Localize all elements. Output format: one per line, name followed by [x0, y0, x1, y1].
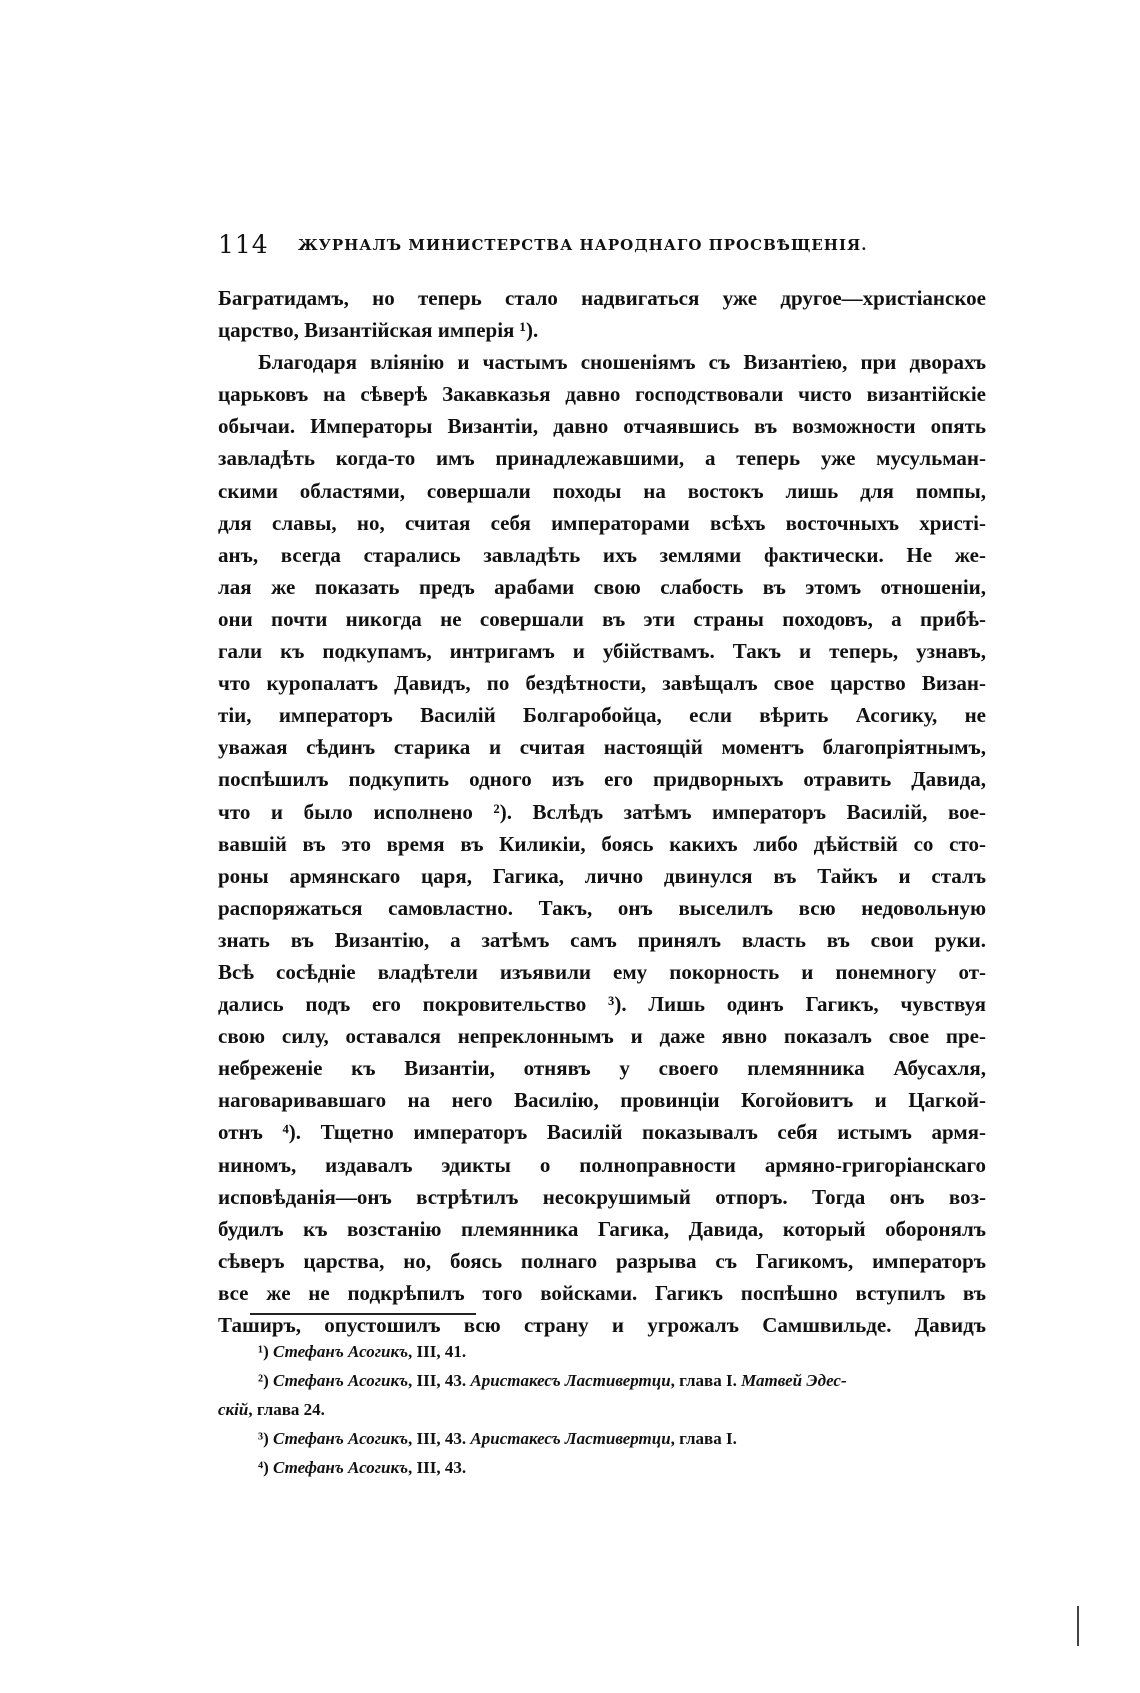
text-line: тіи, императоръ Василій Болгаробойца, если вѣрить Асогику, не — [218, 703, 986, 728]
footnote-author: Стефанъ Асогикъ — [273, 1371, 409, 1390]
footnote-author: Стефанъ Асогикъ — [273, 1458, 409, 1477]
text-line: обычаи. Императоры Византіи, давно отчаявшись въ возможности опять — [218, 414, 986, 439]
footnote-ref: , глава I. — [670, 1371, 742, 1390]
text-line: все же не подкрѣпилъ того войсками. Гагикъ поспѣшно вступилъ въ — [218, 1280, 986, 1305]
footnote-ref: , глава 24. — [248, 1400, 325, 1419]
text-line: скими областями, совершали походы на востокъ лишь для помпы, — [218, 478, 986, 503]
page-number: 114 — [218, 230, 269, 259]
text-line: царьковъ на сѣверѣ Закавказья давно господствовали чисто византійскіе — [218, 382, 986, 407]
text-line: знать въ Византію, а затѣмъ самъ принялъ власть въ свои руки. — [218, 927, 986, 952]
text-line: завладѣть когда-то имъ принадлежавшими, а теперь уже мусульман- — [218, 446, 986, 471]
text-line: будилъ къ возстанію племянника Гагика, Давида, который оборонялъ — [218, 1216, 986, 1241]
text-line: гали къ подкупамъ, интригамъ и убійствамъ. Такъ и теперь, узнавъ, — [218, 639, 986, 664]
text-line: Благодаря вліянію и частымъ сношеніямъ съ Византіею, при дворахъ — [258, 350, 986, 375]
page-header — [218, 230, 988, 264]
text-line: поспѣшилъ подкупить одного изъ его придворныхъ отравить Давида, — [218, 767, 986, 792]
text-line: сѣверъ царства, но, боясь полнаго разрыва съ Гагикомъ, императоръ — [218, 1248, 986, 1273]
text-line: царство, Византійская имперія ¹). — [218, 318, 539, 343]
text-line: что и было исполнено ²). Вслѣдъ затѣмъ императоръ Василій, вое- — [218, 799, 986, 824]
footnote-author: Стефанъ Асогикъ — [273, 1342, 409, 1361]
footnote-ref: , III, 43. — [408, 1458, 467, 1477]
text-line: Таширъ, опустошилъ всю страну и угрожалъ Самшвильде. Давидъ — [218, 1313, 986, 1337]
footnote-4 — [218, 1453, 986, 1482]
running-title: ЖУРНАЛЪ МИНИСТЕРСТВА НАРОДНАГО ПРОСВѢЩЕНІЯ. — [298, 236, 868, 254]
text-line: исповѣданія—онъ встрѣтилъ несокрушимый отпоръ. Тогда онъ воз- — [218, 1184, 986, 1209]
footnote-mark: ²) — [258, 1371, 269, 1390]
text-line: ниномъ, издавалъ эдикты о полноправности армяно-григоріанскаго — [218, 1152, 986, 1177]
text-line: лая же показать предъ арабами свою слабость въ этомъ отношеніи, — [218, 574, 986, 599]
text-line: наговаривавшаго на него Василію, провинціи Когойовитъ и Цагкой- — [218, 1088, 986, 1113]
footnote-1 — [218, 1337, 986, 1366]
footnote-author: Аристакесъ Ластивертци — [470, 1371, 671, 1390]
footnote-ref: , глава I. — [670, 1429, 737, 1448]
text-line: для славы, но, считая себя императорами всѣхъ восточныхъ христі- — [218, 510, 986, 535]
footnote-author: скій — [218, 1400, 249, 1419]
main-text — [218, 282, 986, 1341]
footnote-2 — [218, 1366, 986, 1395]
footnote-mark: ⁴) — [258, 1458, 269, 1477]
footnote-3 — [218, 1424, 986, 1453]
footnote-2-continued — [218, 1395, 986, 1424]
footnote-ref: , III, 43. — [408, 1371, 471, 1390]
text-line: отнъ ⁴). Тщетно императоръ Василій показывалъ себя истымъ армя- — [218, 1120, 986, 1145]
footnote-mark: ³) — [258, 1429, 269, 1448]
text-line: Багратидамъ, но теперь стало надвигаться уже другое—христіанское — [218, 286, 986, 310]
scan-artifact — [1077, 1606, 1079, 1646]
text-line: небреженіе къ Византіи, отнявъ у своего племянника Абусахля, — [218, 1056, 986, 1081]
footnote-author: Стефанъ Асогикъ — [273, 1429, 409, 1448]
footnote-ref: , III, 41. — [408, 1342, 467, 1361]
footnote-mark: ¹) — [258, 1342, 269, 1361]
text-line: Всѣ сосѣдніе владѣтели изъявили ему покорность и понемногу от- — [218, 959, 986, 984]
text-line: вавшій въ это время въ Киликіи, боясь какихъ либо дѣйствій со сто- — [218, 831, 986, 856]
text-line: что куропалатъ Давидъ, по бездѣтности, завѣщалъ свое царство Визан- — [218, 671, 986, 696]
footnotes — [218, 1337, 986, 1482]
text-line: анъ, всегда старались завладѣть ихъ землями фактически. Не же- — [218, 542, 986, 567]
text-line: роны армянскаго царя, Гагика, лично двинулся въ Тайкъ и сталъ — [218, 863, 986, 888]
footnote-ref: , III, 43. — [408, 1429, 471, 1448]
text-line: свою силу, оставался непреклоннымъ и даже явно показалъ свое пре- — [218, 1024, 986, 1049]
text-line: уважая сѣдинъ старика и считая настоящій моментъ благопріятнымъ, — [218, 735, 986, 760]
footnote-divider — [250, 1313, 476, 1315]
footnote-author: Матвей Эдес- — [741, 1371, 847, 1390]
footnote-author: Аристакесъ Ластивертци — [470, 1429, 671, 1448]
text-line: распоряжаться самовластно. Такъ, онъ выселилъ всю недовольную — [218, 895, 986, 920]
text-line: они почти никогда не совершали въ эти страны походовъ, а прибѣ- — [218, 606, 986, 631]
text-line: дались подъ его покровительство ³). Лишь одинъ Гагикъ, чувствуя — [218, 992, 986, 1017]
